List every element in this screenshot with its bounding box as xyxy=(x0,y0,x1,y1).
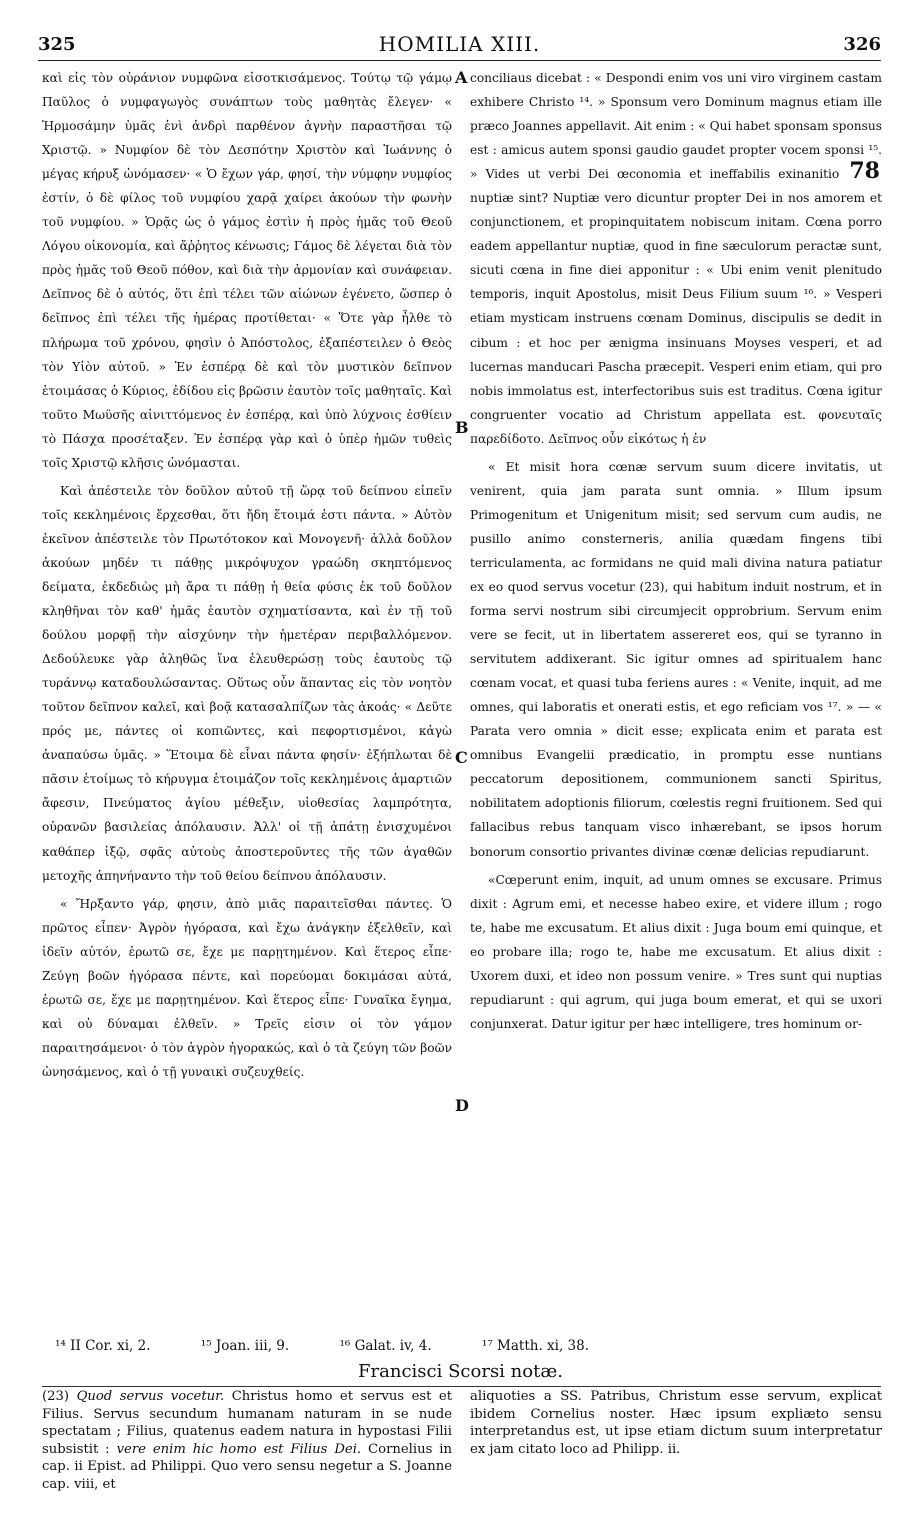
page-number-right: 326 xyxy=(843,34,881,55)
greek-paragraph-3: « Ἤρξαντο γάρ, φησιν, ἀπὸ μιᾶς παραιτεῖσθαι πάντες. Ὁ πρῶτος εἶπεν· Ἀγρὸν ἠγόρασα, καὶ ἔχω ἀνάγκην ἐξελθεῖν, καὶ ἰδεῖν αὐτόν, ἐρωτῶ σε, ἔχε με παρῃτημένον. Καὶ ἕτερος εἶπε· Ζεύγη βοῶν ἠγόρασα πέντε, καὶ πορεύομαι δοκιμάσαι αὐτά, ἐρωτῶ σε, ἔχε με παρῃτημένον. Καὶ ἕτερος εἶπε· Γυναῖκα ἔγημα, καὶ οὐ δύναμαι ἐλθεῖν. » Τρεῖς εἰσιν οἱ τὸν γάμον παραιτησάμενοι· ὁ τὸν ἀγρὸν ἠγορακώς, καὶ ὁ τὰ ζεύγη τῶν βοῶν ὠνησάμενος, καὶ ὁ τῇ γυναικὶ συζευχθείς. xyxy=(42,896,452,1079)
latin-paragraph-1-start: conciliaus dicebat : « Despondi enim vos uni viro virginem castam exhibere Christo ¹⁴. » Sponsum vero Dominum magnus etiam ille præco Joannes appellavit. Ait enim : « Qui habet sponsam sponsus est : amicus autem sponsi gaudio gaudet propter vocem sponsi ¹⁵. » Vides ut verbi Dei œconomia et ineffabilis exinanitio xyxy=(470,71,882,182)
greek-paragraph-2: Καὶ ἀπέστειλε τὸν δοῦλον αὐτοῦ τῇ ὥρᾳ τοῦ δείπνου εἰπεῖν τοῖς κεκλημένοις ἔρχεσθαι, ὅτι ἤδη ἕτοιμά ἐστι πάντα. » Αὐτὸν ἐκεῖνον ἀπέστειλε τὸν Πρωτότοκον καὶ Μονογενῆ· ἀλλὰ δοῦλον ἀκούων μηδέν τι πάθῃς μικρόψυχον γραώδη σκηπτόμενος δείματα, ἐκδεδιὼς μὴ ἄρα τι πάθῃ ἡ θεία φύσις ἐκ τοῦ δοῦλον κληθῆναι τὸν καθ' ἡμᾶς ἑαυτὸν σχηματίσαντα, καὶ ἐν τῇ τοῦ δούλου μορφῇ τὴν αἰσχύνην τὴν ἡμετέραν περιβαλλόμενον. Δεδούλευκε γὰρ ἀληθῶς ἵνα ἐλευθερώσῃ τοὺς ἑαυτοὺς τῷ τυράννῳ καταδουλώσαντας. Οὕτως οὖν ἅπαντας εἰς τὸν νοητὸν τοῦτον δεῖπνον καλεῖ, καὶ βοᾷ κατασαλπίζων τὰς ἀκοάς· « Δεῦτε πρός με, πάντες οἱ κοπιῶντες, καὶ πεφορτισμένοι, κἀγὼ ἀναπαύσω ὑμᾶς. » Ἕτοιμα δὲ εἶναι πάντα φησίν· ἐξήπλωται δὲ πᾶσιν ἑτοίμως τὸ κήρυγμα ἑτοιμάζον τοῖς κεκλημένοις ἁμαρτιῶν ἄφεσιν, Πνεύματος ἁγίου μέθεξιν, υἱοθεσίας λαμπρότητα, οὐρανῶν βασιλείας ἀπόλαυσιν. Ἀλλ' οἱ τῇ ἀπάτῃ ἐνισχυμένοι καθάπερ ἰξῷ, σφᾶς αὐτοὺς ἀποστεροῦντες τῆς τῶν ἀγαθῶν μετοχῆς ἀπηνήναντο τὴν τοῦ θείου δείπνου ἀπόλαυσιν. xyxy=(42,483,452,883)
note-quote: vere enim hic homo est Filius Dei. xyxy=(116,1441,362,1457)
note-number: (23) xyxy=(42,1389,70,1404)
page-header xyxy=(38,30,881,61)
note-text-a: Christus homo et servus est et Filius. Servus secundum humanam naturam in se nude spectatam ; Filius, quatenus eadem natura in hypostasi Filii subsistit : xyxy=(42,1389,452,1457)
latin-paragraph-2: « Et misit hora cœnæ servum suum dicere invitatis, ut venirent, quia jam parata sunt omnia. » Illum ipsum Primogenitum et Unigenitum misit; sed servum cum audis, ne pusillo animo consterneris, anilia quædam fingens tibi terriculamenta, ac formidans ne quid mali divina natura patiatur ex eo quod servus vocetur (23), qui habitum induit nostrum, et in forma servi nostrum sibi circumjecit opprobrium. Servum enim vere se fecit, ut in libertatem assereret eos, qui se tyranno in servitutem addixerant. Sic igitur omnes ad spiritualem hanc cœnam vocat, et quasi tuba feriens aures : « Venite, inquit, ad me omnes, qui laboratis et onerati estis, et ego reficiam vos ¹⁷. » — « Parata vero omnia » dicit esse; explicata enim et parata est omnibus Evangelii prædicatio, in promptu esse nuntians peccatorum depositionem, communionem sancti Spiritus, nobilitatem adoptionis filiorum, cœlestis regni fruitionem. Sed qui fallacibus rebus tanquam visco inhærebant, se ipsos horum bonorum consortio privantes divinæ cœnæ delicias repudiarunt. xyxy=(470,459,882,859)
footnote-15: ¹⁵ Joan. iii, 9. xyxy=(200,1338,290,1354)
notes-heading: Francisci Scorsi notæ. xyxy=(358,1361,563,1382)
latin-paragraph-3: «Cœperunt enim, inquit, ad unum omnes se excusare. Primus dixit : Agrum emi, et necesse habeo exire, et videre illum ; rogo te, habe me excusatum. Et alius dixit : Juga boum emi quinque, et eo probare illa; rogo te, habe me excusatum. Et alius dixit : Uxorem duxi, et ideo non possum venire. » Tres sunt qui nuptias repudiarunt : qui agrum, qui juga boum emerat, et qui se uxori conjunxerat. Datur igitur per hæc intelligere, tres hominum or- xyxy=(470,872,882,1031)
margin-marker-b: B xyxy=(455,418,469,437)
footnote-16: ¹⁶ Galat. iv, 4. xyxy=(339,1338,432,1354)
footnote-17: ¹⁷ Matth. xi, 38. xyxy=(481,1338,590,1354)
note-continuation: aliquoties a SS. Patribus, Christum esse servum, explicat ibidem Cornelius noster. Hæc ipsum expliæto sensu interpretandus est, ut ipse etiam dictum suum interpretatur ex jam citato loco ad Philipp. ii. xyxy=(470,1389,882,1457)
notes-column-left xyxy=(42,1388,452,1528)
greek-paragraph-1: καὶ εἰς τὸν οὐράνιον νυμφῶνα εἰσοτκισάμενος. Τούτῳ τῷ γάμῳ Παῦλος ὁ νυμφαγωγὸς συνάπτων τοὺς μαθητὰς ἔλεγεν· « Ἡρμοσάμην ὑμᾶς ἑνὶ ἀνδρὶ παρθένον ἁγνὴν παραστῆσαι τῷ Χριστῷ. » Νυμφίον δὲ τὸν Δεσπότην Χριστὸν καὶ Ἰωάννης ὁ μέγας κήρυξ ὠνόμασεν· « Ὁ ἔχων γάρ, φησί, τὴν νύμφην νυμφίος ἐστίν, ὁ δὲ φίλος τοῦ νυμφίου χαρᾷ χαίρει ἀκούων τὴν φωνὴν τοῦ νυμφίου. » Ὁρᾷς ὡς ὁ γάμος ἐστὶν ἡ πρὸς ἡμᾶς τοῦ Θεοῦ Λόγου οἰκονομία, καὶ ἄῤῥητος κένωσις; Γάμος δὲ λέγεται διὰ τὸν πρὸς ἡμᾶς τοῦ Θεοῦ πόθον, καὶ διὰ τὴν ἁρμονίαν καὶ συνάφειαν. Δεῖπνος δὲ ὁ αὐτός, ὅτι ἐπὶ τέλει τῶν αἰώνων ἐγένετο, ὥσπερ ὁ δεῖπνος ἐπὶ τέλει τῆς ἡμέρας προτίθεται· « Ὅτε γὰρ ἦλθε τὸ πλήρωμα τοῦ χρόνου, φησὶν ὁ Ἀπόστολος, ἐξαπέστειλεν ὁ Θεὸς τὸν Υἱὸν αὐτοῦ. » Ἐν ἑσπέρᾳ δὲ καὶ τὸν μυστικὸν δεῖπνον ἑτοιμάσας ὁ Κύριος, ἐδίδου εἰς βρῶσιν ἑαυτὸν τοῖς μαθηταῖς. Καὶ τοῦτο Μωϋσῆς αἰνιττόμενος ἐν ἑσπέρᾳ, καὶ ὑπὸ λύχνοις ἐσθίειν τὸ Πάσχα προσέταξεν. Ἐν ἑσπέρᾳ γὰρ καὶ ὁ ὑπὲρ ἡμῶν τυθεὶς τοῖς Χριστῷ κλῆσις ὠνόμασται. xyxy=(42,71,452,470)
margin-marker-d: D xyxy=(455,1096,469,1115)
note-text-c: Cornelius in cap. ii Epist. ad Philippi. Quo vero sensu negetur a S. Joanne cap. viii, et xyxy=(42,1441,452,1492)
latin-paragraph-1 xyxy=(470,66,882,451)
note-lemma: Quod servus vocetur. xyxy=(76,1389,225,1404)
latin-paragraph-1-end: nuptiæ sint? Nuptiæ vero dicuntur propter Dei in nos amorem et conjunctionem, et propinquitatem nobiscum initam. Cœna porro eadem appellantur nuptiæ, quod in fine sæculorum peractæ sunt, sicuti cœna in fine diei apponitur : « Ubi enim venit plenitudo temporis, inquit Apostolus, misit Deus Filium suum ¹⁶. » Vesperi etiam mysticam instruens cœnam Dominus, discipulis se dedit in cibum : et hoc per ænigma insinuans Moyses vesperi, et ad lucernas manducari Pascha præcepit. Vesperi enim etiam, qui pro nobis immolatus est, interfectoribus suis est traditus. Cœna igitur congruenter vocatio ad Christum appellata est. φονευταῖς παρεδίδοτο. Δεῖπνος οὖν εἰκότως ἡ ἐν xyxy=(470,191,882,446)
notes-divider xyxy=(42,1386,881,1387)
margin-marker-c: C xyxy=(455,748,468,767)
column-page-mark: 78 xyxy=(849,158,880,185)
running-title: HOMILIA XIII. xyxy=(378,32,541,56)
greek-column xyxy=(42,66,452,1306)
scripture-footnotes xyxy=(55,1337,881,1355)
footnote-14: ¹⁴ II Cor. xi, 2. xyxy=(55,1338,151,1354)
page-number-left: 325 xyxy=(38,34,76,55)
margin-marker-a: A xyxy=(455,68,468,87)
note-23 xyxy=(42,1388,452,1494)
notes-column-right xyxy=(470,1388,882,1528)
latin-column xyxy=(470,66,882,1306)
